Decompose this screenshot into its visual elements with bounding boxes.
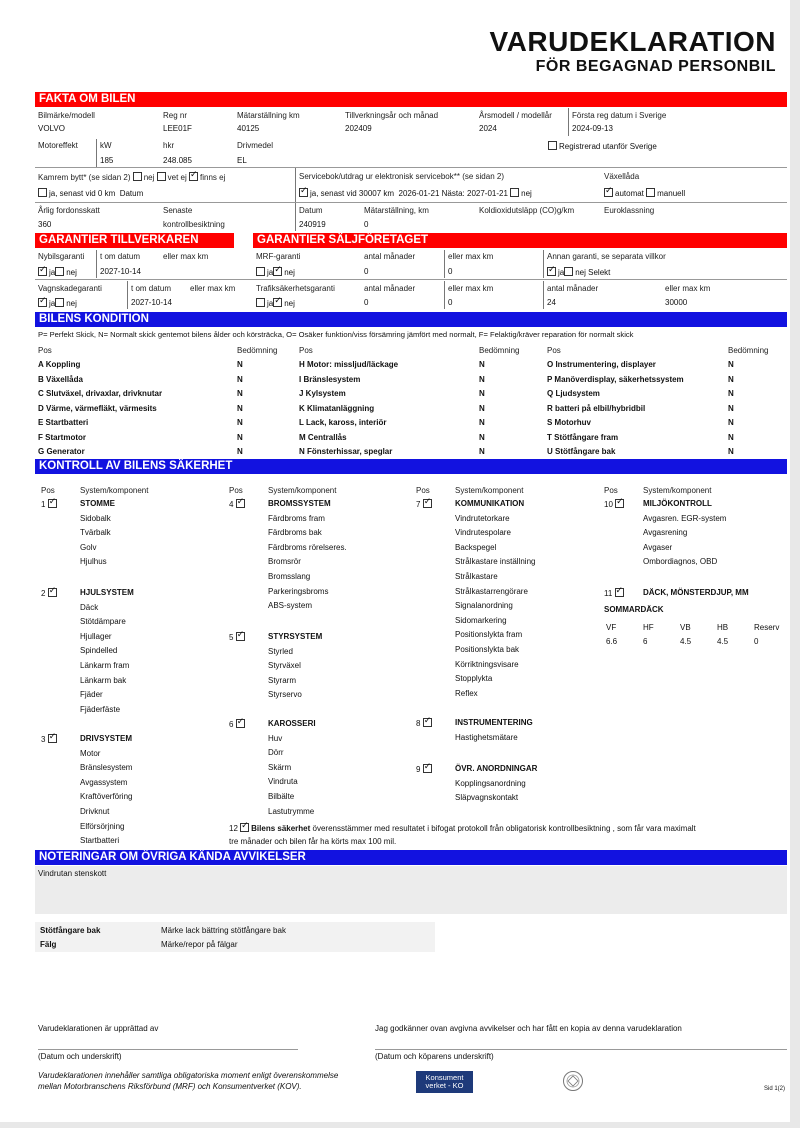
kontroll-group-title: STOMME — [80, 499, 115, 508]
kontroll-item: Avgasren. EGR-system — [643, 513, 727, 523]
kontroll-item: Färdbroms bak — [268, 528, 322, 538]
kontroll-group-number: 1 ✓ — [41, 499, 59, 510]
label-forsta-reg: Första reg datum i Sverige — [572, 111, 667, 120]
kontroll-group-checkbox[interactable] — [423, 499, 432, 508]
kontroll-item: Styrväxel — [268, 661, 301, 671]
value-regnr: LEE01F — [163, 124, 192, 133]
kontroll-group-checkbox[interactable] — [423, 718, 432, 727]
kontroll-item: Sidobalk — [80, 513, 111, 523]
tire-header: VF — [606, 623, 617, 632]
kontroll-item: Parkeringsbroms — [268, 586, 329, 596]
trafik-ja-checkbox[interactable] — [256, 298, 265, 307]
kondition-pos-label-2: Pos — [299, 346, 313, 355]
kontroll-group-number: 3 ✓ — [41, 734, 59, 745]
value-mrf-antal: 0 — [364, 267, 369, 276]
label-mrf-max: eller max km — [448, 252, 494, 261]
kondition-pos: U Stötfångare bak — [547, 447, 616, 456]
kondition-pos: T Stötfångare fram — [547, 432, 619, 442]
kontroll-group-number: 2 ✓ — [41, 588, 59, 599]
kontroll-group-checkbox[interactable] — [236, 719, 245, 728]
godkanner-label: Jag godkänner ovan avgivna avvikelser och har fått en kopia av denna varudeklaration — [375, 1024, 682, 1033]
kondition-pos: A Koppling — [38, 360, 81, 369]
kontroll-item: Startbatteri — [80, 836, 120, 846]
label-nybilsgaranti: Nybilsgaranti — [38, 252, 85, 261]
label-euro: Euroklassning — [604, 206, 655, 215]
kontroll-item: Positionslykta fram — [455, 630, 523, 640]
tire-header: VB — [680, 623, 691, 632]
kondition-pos: Q Ljudsystem — [547, 389, 600, 398]
kontroll-item: Stötdämpare — [80, 617, 126, 627]
kondition-value: N — [728, 360, 734, 369]
kondition-value: N — [479, 447, 485, 456]
kontroll-item: Länkarm bak — [80, 675, 127, 685]
kondition-pos: O Instrumentering, displayer — [547, 360, 656, 369]
kontroll-group-number: 10 ✓ — [604, 499, 626, 510]
kondition-value: N — [479, 403, 485, 413]
avvikelse-value-1: Märke lack bättring stötfångare bak — [161, 926, 286, 935]
label-nybil-max: eller max km — [163, 252, 209, 261]
upprattad-label: Varudeklarationen är upprättad av — [38, 1024, 159, 1033]
kamrem-ja-checkbox[interactable] — [38, 188, 47, 197]
kontroll-group-title: BROMSSYSTEM — [268, 499, 331, 508]
label-arsmodell: Årsmodell / modellår — [479, 111, 552, 120]
kondition-value: N — [237, 403, 243, 413]
kontroll-item: ABS-system — [268, 601, 313, 611]
kondition-value: N — [728, 418, 734, 427]
label-trafik-max: eller max km — [448, 284, 494, 293]
tire-value: 6.6 — [606, 637, 618, 646]
kontroll-item: Positionslykta bak — [455, 645, 520, 654]
vaxellada-row: ✓automat manuell — [604, 188, 685, 199]
kondition-pos: L Lack, kaross, interiör — [299, 418, 387, 427]
kontroll-group-number: 7 ✓ — [416, 499, 434, 510]
avvikelse-value-2: Märke/repor på fälgar — [161, 940, 238, 949]
vagn-nej-checkbox[interactable] — [55, 298, 64, 307]
kontroll-item: Hjullager — [80, 631, 112, 641]
document-subtitle: FÖR BEGAGNAD PERSONBIL — [535, 58, 776, 75]
kontroll-item: Vindrutetorkare — [455, 513, 510, 523]
kontroll-item: Signalanordning — [455, 601, 513, 611]
kontroll-pos-label-2: Pos — [229, 486, 243, 495]
label-vagnskadegaranti: Vagnskadegaranti — [38, 284, 102, 293]
label-annan-garanti: Annan garanti, se separata villkor — [547, 252, 666, 261]
kontroll-group-checkbox[interactable] — [615, 588, 624, 597]
nybil-ja-nej: ✓ja nej — [38, 267, 77, 278]
mrf-ja-checkbox[interactable] — [256, 267, 265, 276]
avvikelse-label-1: Stötfångare bak — [40, 926, 101, 935]
value-drivmedel: EL — [237, 156, 247, 165]
kondition-value: N — [728, 447, 734, 456]
kondition-pos: I Bränslesystem — [299, 374, 361, 384]
value-nybil-datum: 2027-10-14 — [100, 267, 141, 276]
registrerad-utanfor[interactable]: Registrerad utanför Sverige — [548, 141, 657, 152]
tire-value: 4.5 — [717, 637, 729, 646]
kondition-value: N — [479, 360, 485, 369]
kontroll-item: Vindruta — [268, 777, 298, 787]
signature-line-seller[interactable] — [38, 1049, 298, 1050]
avvikelse-label-2: Fälg — [40, 940, 57, 949]
kontroll-group-checkbox[interactable] — [236, 632, 245, 641]
kondition-value: N — [728, 432, 734, 442]
document-title: VARUDEKLARATION — [489, 26, 776, 57]
bilens-sakerhet-row: 12 ✓ Bilens säkerhet överensstämmer med resultatet i bifogat protokoll från obligatorisk kontrollbesiktning , som får vara maximalt — [229, 823, 696, 834]
kontroll-pos-label-4: Pos — [604, 486, 618, 495]
kontroll-group-checkbox[interactable] — [48, 499, 57, 508]
label-hkr: hkr — [163, 141, 175, 150]
kontroll-item: Avgassystem — [80, 777, 128, 787]
kontroll-item: Kopplingsanordning — [455, 778, 526, 788]
label-matar: Mätarställning km — [237, 111, 300, 120]
label-annan-antal: antal månader — [547, 284, 599, 293]
kondition-value: N — [237, 432, 243, 442]
section-noteringar: NOTERINGAR OM ÖVRIGA KÄNDA AVVIKELSER — [35, 850, 787, 865]
value-trafik-max: 0 — [448, 298, 453, 307]
mrf-seal-icon — [560, 1070, 586, 1092]
kondition-pos: M Centrallås — [299, 432, 347, 442]
kondition-value: N — [479, 418, 485, 427]
section-garantier-saljforetaget: GARANTIER SÄLJFÖRETAGET — [253, 233, 787, 248]
kondition-value: N — [237, 374, 243, 384]
section-garantier-tillverkaren: GARANTIER TILLVERKAREN — [35, 233, 234, 248]
signature-line-buyer[interactable] — [375, 1049, 787, 1050]
kontroll-item: Vindrutespolare — [455, 528, 511, 538]
kondition-pos-label-1: Pos — [38, 346, 52, 355]
kontroll-item: Lastutrymme — [268, 806, 315, 816]
label-matar2: Mätarställning, km — [364, 206, 429, 215]
vagn-ja-checkbox[interactable] — [38, 298, 47, 307]
kondition-bedomning-label-2: Bedömning — [479, 346, 520, 355]
label-co2: Koldioxidutsläpp (CO)g/km — [479, 206, 575, 215]
kontroll-item: Däck — [80, 602, 99, 612]
kontroll-item: Sidomarkering — [455, 615, 507, 625]
value-annan-antal: 24 — [547, 298, 556, 307]
kontroll-item: Styrarm — [268, 675, 296, 685]
kondition-pos: J Kylsystem — [299, 389, 346, 398]
kontroll-group-title: ÖVR. ANORDNINGAR — [455, 764, 538, 773]
kondition-value: N — [479, 374, 485, 384]
kontroll-item: Golv — [80, 542, 97, 552]
automat-checkbox[interactable] — [604, 188, 613, 197]
kamrem-finnsej-checkbox[interactable] — [189, 172, 198, 181]
servicebok-nej-checkbox[interactable] — [510, 188, 519, 197]
value-datum: 240919 — [299, 220, 326, 229]
tire-value: 6 — [643, 637, 648, 646]
kontroll-group-title: HJULSYSTEM — [80, 588, 134, 597]
kontroll-item: Stopplykta — [455, 674, 493, 684]
kondition-value: N — [479, 432, 485, 442]
kontroll-group-number: 8 ✓ — [416, 718, 434, 729]
kontroll-group-checkbox[interactable] — [236, 499, 245, 508]
label-vagn-max: eller max km — [190, 284, 236, 293]
label-mrf-antal: antal månader — [364, 252, 416, 261]
kontroll-group-checkbox[interactable] — [48, 588, 57, 597]
konsumentverket-logo: Konsument verket - KO — [416, 1071, 473, 1093]
kondition-value: N — [237, 418, 243, 427]
label-trafik-antal: antal månader — [364, 284, 416, 293]
label-servicebok: Servicebok/utdrag ur elektronisk servicebok** (se sidan 2) — [299, 172, 504, 181]
value-annan-max: 30000 — [665, 298, 688, 307]
label-drivmedel: Drivmedel — [237, 141, 274, 150]
kontroll-group-checkbox[interactable] — [423, 764, 432, 773]
kontroll-item: Spindelled — [80, 646, 118, 656]
kondition-pos: G Generator — [38, 447, 85, 456]
kondition-bedomning-label-1: Bedömning — [237, 346, 278, 355]
kondition-pos: S Motorhuv — [547, 418, 591, 427]
kontroll-group-title: MILJÖKONTROLL — [643, 499, 712, 508]
kontroll-group-title: INSTRUMENTERING — [455, 718, 533, 727]
kondition-pos: D Värme, värmefläkt, värmesits — [38, 403, 157, 413]
kontroll-item: Fjäder — [80, 690, 103, 700]
kontroll-group-number: 4 ✓ — [229, 499, 247, 510]
kondition-pos: N Fönsterhissar, speglar — [299, 447, 393, 456]
label-annan-max: eller max km — [665, 284, 711, 293]
kondition-value: N — [728, 374, 734, 384]
label-skatt: Årlig fordonsskatt — [38, 206, 100, 215]
kontroll-group-number: 9 ✓ — [416, 764, 434, 775]
kontroll-item: Släpvagnskontakt — [455, 793, 519, 803]
kontroll-item: Bromsslang — [268, 572, 311, 581]
kamrem-nej-checkbox[interactable] — [133, 172, 142, 181]
kondition-pos: C Slutväxel, drivaxlar, drivknutar — [38, 389, 163, 398]
servicebok-row: ✓ja, senast vid 30007 km 2026-01-21 Nästa: 2027-01-21 nej — [299, 188, 532, 199]
kontroll-pos-label-1: Pos — [41, 486, 55, 495]
kondition-value: N — [237, 447, 243, 456]
kontroll-item: Motor — [80, 748, 101, 758]
kamrem-vetej-checkbox[interactable] — [157, 172, 166, 181]
kontroll-item: Bilbälte — [268, 792, 295, 801]
value-matar2: 0 — [364, 220, 369, 229]
value-skatt: 360 — [38, 220, 52, 229]
kontroll-item: Hjulhus — [80, 557, 107, 567]
label-mrf: MRF-garanti — [256, 252, 301, 261]
kondition-pos: E Startbatteri — [38, 418, 89, 427]
manuell-checkbox[interactable] — [646, 188, 655, 197]
value-arsmodell: 2024 — [479, 124, 497, 133]
label-senaste: Senaste — [163, 206, 193, 215]
footer-note-2: mellan Motorbranschens Riksförbund (MRF) och Konsumentverket (KOV). — [38, 1082, 302, 1091]
registrerad-checkbox[interactable] — [548, 141, 557, 150]
kontroll-item: Tvärbalk — [80, 528, 111, 538]
kontroll-group-number: 5 ✓ — [229, 632, 247, 643]
kamrem-row: Kamrem bytt* (se sidan 2) nej vet ej ✓ finns ej — [38, 172, 225, 183]
annan-ja-checkbox[interactable] — [547, 267, 556, 276]
kondition-value: N — [237, 360, 243, 369]
signature-label-seller: (Datum och underskrift) — [38, 1052, 122, 1061]
tire-header: HF — [643, 623, 654, 632]
kontroll-item: Strålkastare inställning — [455, 557, 536, 567]
footer-note-1: Varudeklarationen innehåller samtliga obligatoriska moment enligt överenskommelse — [38, 1071, 339, 1080]
kondition-pos: K Klimatanläggning — [299, 403, 375, 413]
kontroll-item: Avgaser — [643, 542, 673, 552]
kontroll-item: Reflex — [455, 688, 478, 698]
tire-header: HB — [717, 623, 729, 632]
kondition-pos: H Motor: missljud/läckage — [299, 360, 399, 369]
bilens-sakerhet-text2: tre månader och bilen får ha körts max 100 mil. — [229, 837, 397, 846]
signature-label-buyer: (Datum och köparens underskrift) — [375, 1052, 494, 1061]
kontroll-item: Avgasrening — [643, 528, 688, 538]
kontroll-group-number: 11 ✓ — [604, 588, 626, 599]
noteringar-box[interactable] — [35, 866, 787, 914]
kontroll-item: Styrservo — [268, 690, 302, 700]
section-kondition: BILENS KONDITION — [35, 312, 787, 327]
label-regnr: Reg nr — [163, 111, 188, 120]
kontroll-item: Strålkastare — [455, 572, 498, 581]
annan-nej-checkbox[interactable] — [564, 267, 573, 276]
mrf-ja-nej: ja✓ nej — [256, 267, 295, 278]
kontroll-system-label-1: System/komponent — [80, 486, 149, 495]
label-bilmarke: Bilmärke/modell — [38, 111, 95, 120]
kondition-value: N — [479, 389, 485, 398]
kondition-value: N — [728, 389, 734, 398]
sommardack-label: SOMMARDÄCK — [604, 605, 664, 614]
kamrem-ja-row: ja, senast vid 0 km Datum — [38, 188, 143, 199]
kontroll-item: Styrled — [268, 646, 293, 656]
kontroll-group-number: 6 ✓ — [229, 719, 247, 730]
kontroll-group-checkbox[interactable] — [615, 499, 624, 508]
kontroll-item: Färdbroms fram — [268, 513, 325, 523]
label-nybil-tom: t om datum — [100, 252, 141, 261]
kondition-bedomning-label-3: Bedömning — [728, 346, 769, 355]
kontroll-item: Kraftöverföring — [80, 792, 133, 802]
kontroll-system-label-2: System/komponent — [268, 486, 337, 495]
kontroll-item: Elförsörjning — [80, 821, 125, 831]
kontroll-group-title: KOMMUNIKATION — [455, 499, 525, 508]
kontroll-item: Huv — [268, 733, 283, 743]
mrf-nej-checkbox[interactable] — [273, 267, 282, 276]
kontroll-item: Körriktningsvisare — [455, 659, 519, 669]
trafik-nej-checkbox[interactable] — [273, 298, 282, 307]
kondition-legend: P= Perfekt Skick, N= Normalt skick gentemot bilens ålder och körsträcka, O= Osäker funktion/viss försämring jämfört med normalt, F= Felaktig/kräver reparation för normalt skick — [38, 330, 634, 339]
value-bilmarke: VOLVO — [38, 124, 65, 133]
kontroll-item: Bränslesystem — [80, 763, 133, 773]
label-kw: kW — [100, 141, 112, 150]
kontroll-item: Drivknut — [80, 807, 110, 816]
section-fakta: FAKTA OM BILEN — [35, 92, 787, 107]
kontroll-item: Fjäderfäste — [80, 704, 121, 714]
kontroll-group-title: DÄCK, MÖNSTERDJUP, MM — [643, 588, 749, 597]
value-forsta-reg: 2024-09-13 — [572, 124, 613, 133]
label-trafik: Trafiksäkerhetsgaranti — [256, 284, 335, 293]
value-kw: 185 — [100, 156, 114, 165]
value-hkr: 248.085 — [163, 156, 192, 165]
value-trafik-antal: 0 — [364, 298, 369, 307]
label-datum: Datum — [299, 206, 323, 215]
nybil-nej-checkbox[interactable] — [55, 267, 64, 276]
kontroll-system-label-4: System/komponent — [643, 486, 712, 495]
bilens-sakerhet-checkbox[interactable] — [240, 823, 249, 832]
kondition-value: N — [728, 403, 734, 413]
label-vagn-tom: t om datum — [131, 284, 172, 293]
tire-value: 0 — [754, 637, 759, 646]
kontroll-item: Bromsrör — [268, 557, 301, 567]
label-motoreffekt: Motoreffekt — [38, 141, 78, 150]
tire-header: Reserv — [754, 623, 780, 632]
kontroll-group-title: KAROSSERI — [268, 719, 316, 728]
page-number: Sid 1(2) — [764, 1086, 786, 1092]
trafik-ja-nej: ja✓ nej — [256, 298, 295, 309]
tire-value: 4.5 — [680, 637, 692, 646]
value-matar: 40125 — [237, 124, 260, 133]
kontroll-item: Dörr — [268, 748, 284, 758]
servicebok-ja-checkbox[interactable] — [299, 188, 308, 197]
value-vagn-datum: 2027-10-14 — [131, 298, 172, 307]
section-kontroll: KONTROLL AV BILENS SÄKERHET — [35, 459, 787, 474]
kontroll-item: Backspegel — [455, 542, 497, 552]
kontroll-system-label-3: System/komponent — [455, 486, 524, 495]
label-kontrollbesiktning: kontrollbesiktning — [163, 220, 225, 229]
noteringar-text: Vindrutan stenskott — [38, 869, 107, 878]
value-mrf-max: 0 — [448, 267, 453, 276]
kondition-pos: P Manöverdisplay, säkerhetssystem — [547, 374, 684, 384]
annan-garanti-row: ✓ja nej Selekt — [547, 267, 610, 278]
label-vaxellada: Växellåda — [604, 172, 640, 181]
kontroll-item: Skärm — [268, 762, 292, 772]
kondition-value: N — [237, 389, 243, 398]
kontroll-item: Ombordiagnos, OBD — [643, 557, 718, 567]
kondition-pos-label-3: Pos — [547, 346, 561, 355]
value-tillv: 202409 — [345, 124, 372, 133]
label-tillv: Tillverkningsår och månad — [345, 111, 439, 120]
kontroll-pos-label-3: Pos — [416, 486, 430, 495]
kontroll-item: Färdbroms rörelseres. — [268, 542, 347, 552]
vagn-ja-nej: ✓ja nej — [38, 298, 77, 309]
kontroll-group-title: STYRSYSTEM — [268, 632, 323, 641]
kondition-pos: F Startmotor — [38, 432, 86, 442]
nybil-ja-checkbox[interactable] — [38, 267, 47, 276]
kontroll-group-checkbox[interactable] — [48, 734, 57, 743]
kontroll-item: Länkarm fram — [80, 661, 130, 670]
kontroll-item: Hastighetsmätare — [455, 732, 518, 742]
kondition-pos: R batteri på elbil/hybridbil — [547, 403, 646, 413]
kontroll-item: Strålkastarrengörare — [455, 586, 528, 596]
kondition-pos: B Växellåda — [38, 374, 83, 384]
kontroll-group-title: DRIVSYSTEM — [80, 734, 133, 743]
